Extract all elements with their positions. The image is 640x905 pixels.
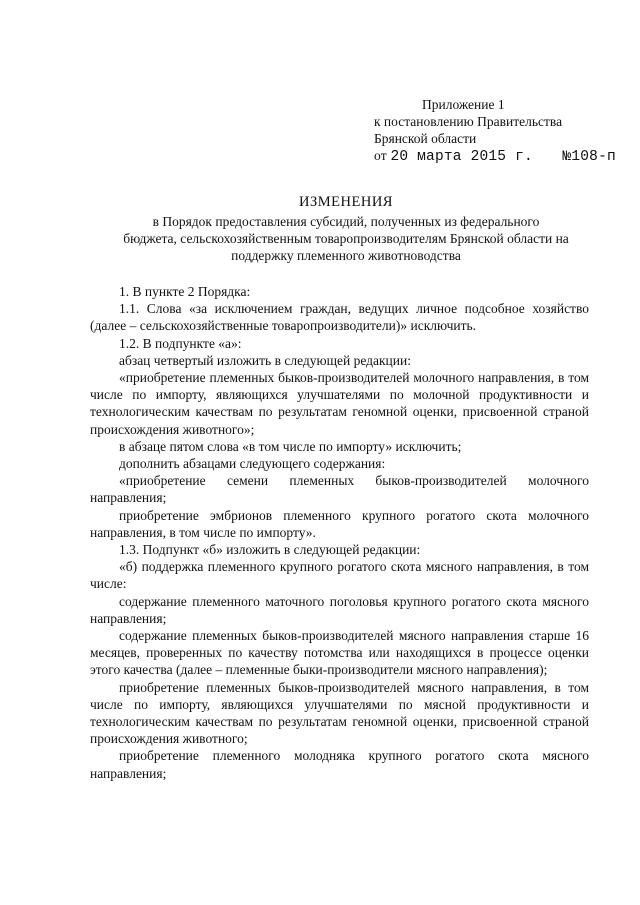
paragraph: приобретение племенных быков-производителей мясного направления, в том числе по импорту, являющихся улучшателями по мясной продуктивности и технологическим качествам по результатам геномной оценки, присвоенной страной происхождения животного; bbox=[90, 679, 589, 747]
paragraph: «б) поддержка племенного крупного рогатого скота мясного направления, в том числе: bbox=[90, 559, 589, 592]
paragraph: 1.3. Подпункт «б» изложить в следующей редакции: bbox=[119, 542, 421, 558]
appendix-header bbox=[374, 96, 616, 166]
resolution-number: №108-п bbox=[562, 149, 616, 165]
appendix-date-line bbox=[374, 147, 616, 166]
paragraph: «приобретение племенных быков-производителей молочного направления, в том числе по импорту, являющихся улучшателями по молочной продуктивности и технологическим качествам по результатам геномной оценки, присвоенной страной происхождения животного»; bbox=[90, 370, 589, 437]
document-title: ИЗМЕНЕНИЯ bbox=[299, 194, 393, 210]
paragraph: приобретение племенного молодняка крупного рогатого скота мясного направления; bbox=[90, 748, 589, 781]
paragraph: 1.2. В подпункте «а»: bbox=[119, 335, 242, 351]
appendix-resolution: к постановлению Правительства bbox=[374, 114, 563, 129]
appendix-title: Приложение 1 bbox=[422, 97, 505, 112]
paragraph: 1. В пункте 2 Порядка: bbox=[119, 284, 251, 299]
paragraph: 1.1. Слова «за исключением граждан, ведущих личное подсобное хозяйство (далее – сельскохозяйственные товаропроизводители)» исключить. bbox=[90, 301, 589, 334]
document-body bbox=[90, 283, 589, 782]
resolution-date: 20 марта 2015 г. bbox=[390, 149, 533, 165]
paragraph: в абзаце пятом слова «в том числе по импорту» исключить; bbox=[119, 438, 462, 454]
document-subtitle-line: поддержку племенного животноводства bbox=[231, 248, 461, 263]
paragraph: приобретение эмбрионов племенного крупного рогатого скота молочного направления, в том числе по импорту». bbox=[90, 507, 589, 540]
document-title-block bbox=[96, 194, 596, 264]
appendix-region: Брянской области bbox=[374, 131, 477, 146]
date-prefix: от bbox=[374, 148, 387, 163]
paragraph: дополнить абзацами следующего содержания: bbox=[119, 456, 386, 472]
paragraph: «приобретение семени племенных быков-производителей молочного направления; bbox=[90, 473, 589, 506]
paragraph: содержание племенных быков-производителей мясного направления старше 16 месяцев, проверенных по качеству потомства или находящихся в процессе оценки этого качества (далее – племенные быки-производители мясного направления); bbox=[90, 628, 589, 678]
paragraph: абзац четвертый изложить в следующей редакции: bbox=[119, 352, 411, 368]
paragraph: содержание племенного маточного поголовья крупного рогатого скота мясного направления; bbox=[90, 593, 589, 626]
document-subtitle-line: в Порядок предоставления субсидий, полученных из федерального bbox=[152, 214, 540, 229]
document-subtitle-line: бюджета, сельскохозяйственным товаропроизводителям Брянской области на bbox=[123, 231, 569, 246]
